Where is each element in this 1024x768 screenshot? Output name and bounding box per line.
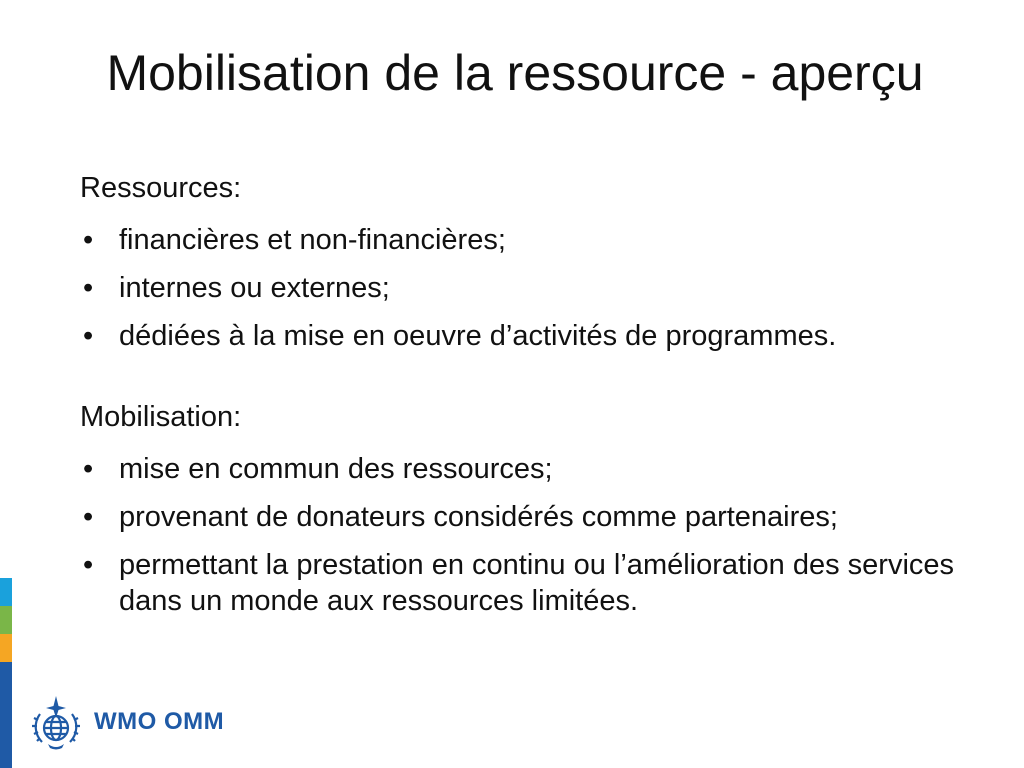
- list-item: [80, 222, 960, 258]
- bullet-icon: •: [83, 320, 94, 352]
- list-item: [80, 499, 960, 535]
- bullet-icon: •: [83, 549, 94, 581]
- section-heading: Mobilisation:: [80, 401, 242, 433]
- wmo-logo: [30, 694, 224, 750]
- stripe-orange: [0, 634, 12, 662]
- list-item: [80, 270, 960, 306]
- bullet-text: mise en commun des ressources;: [119, 453, 553, 485]
- bullet-text: provenant de donateurs considérés comme partenaires;: [119, 501, 838, 533]
- wmo-emblem-icon: [30, 694, 82, 750]
- bullet-icon: •: [83, 224, 94, 256]
- logo-text: WMO OMM: [94, 708, 225, 735]
- bullet-icon: •: [83, 453, 94, 485]
- bullet-list: [80, 222, 960, 354]
- section-spacer: [80, 354, 960, 397]
- section-heading: Ressources:: [80, 172, 242, 204]
- bullet-icon: •: [83, 501, 94, 533]
- bullet-text: dédiées à la mise en oeuvre d’activités de programmes.: [119, 320, 837, 352]
- stripe-green: [0, 606, 12, 634]
- section-ressources: [80, 168, 960, 354]
- bullet-text: financières et non-financières;: [119, 224, 506, 256]
- bullet-list: [80, 451, 960, 619]
- list-item: [80, 451, 960, 487]
- list-item: [80, 547, 960, 619]
- slide-title: Mobilisation de la ressource - aperçu: [106, 45, 924, 101]
- bullet-icon: •: [83, 272, 94, 304]
- stripe-blue: [0, 662, 12, 768]
- section-mobilisation: [80, 397, 960, 619]
- decorative-side-stripes: [0, 578, 12, 768]
- slide-body: [80, 168, 960, 619]
- stripe-cyan: [0, 578, 12, 606]
- list-item: [80, 318, 960, 354]
- bullet-text: permettant la prestation en continu ou l’amélioration des services dans un monde aux ressources limitées.: [119, 549, 955, 617]
- bullet-text: internes ou externes;: [119, 272, 390, 304]
